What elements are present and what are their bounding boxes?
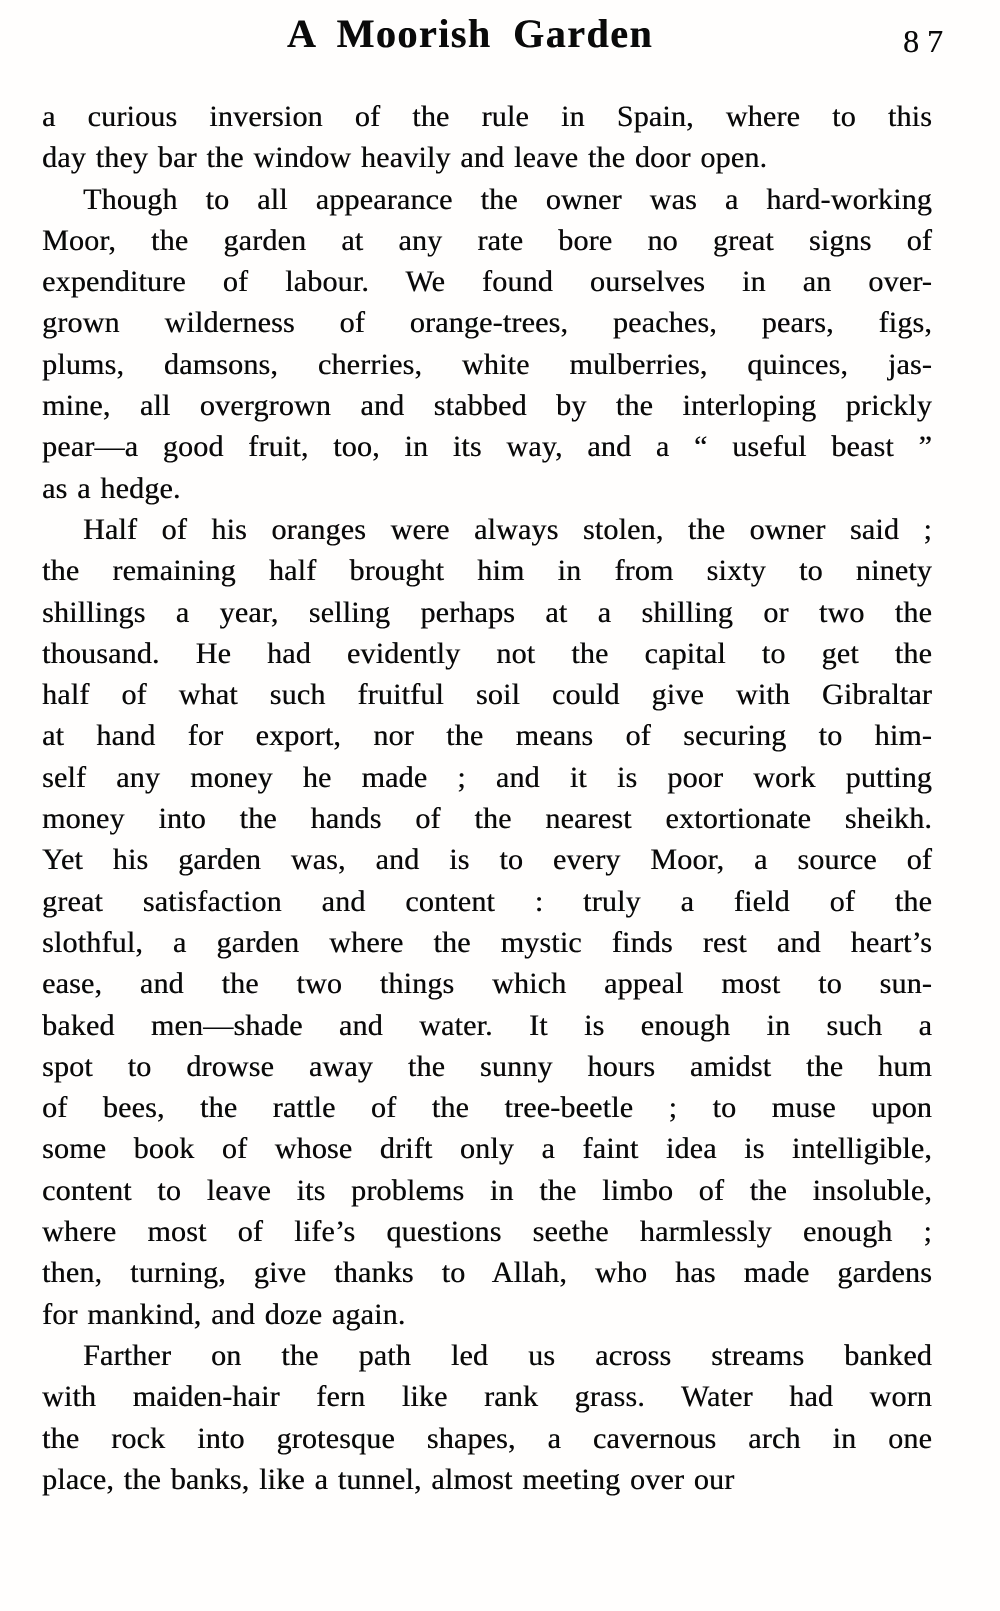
text-line: Farther on the path led us across streams banked: [83, 1338, 932, 1372]
text-line: baked men—shade and water. It is enough in such a: [42, 1008, 932, 1042]
text-line: day they bar the window heavily and leave the door open.: [42, 141, 768, 175]
text-line: at hand for export, nor the means of securing to him-: [42, 719, 932, 753]
text-line: Half of his oranges were always stolen, the owner said ;: [83, 512, 932, 546]
text-line: the remaining half brought him in from sixty to ninety: [42, 554, 932, 588]
text-line: with maiden-hair fern like rank grass. Water had worn: [42, 1380, 932, 1414]
text-line: content to leave its problems in the limbo of the insoluble,: [42, 1173, 932, 1207]
paragraph: [42, 509, 932, 1335]
text-line: half of what such fruitful soil could give with Gibraltar: [42, 678, 932, 712]
text-line: Moor, the garden at any rate bore no great signs of: [42, 223, 932, 257]
text-line: Yet his garden was, and is to every Moor, a source of: [42, 843, 932, 877]
text-line: place, the banks, like a tunnel, almost meeting over our: [42, 1462, 735, 1496]
page-title: A Moorish Garden: [286, 11, 654, 56]
text-line: money into the hands of the nearest extortionate sheikh.: [42, 802, 932, 836]
text-line: the rock into grotesque shapes, a cavernous arch in one: [42, 1421, 932, 1455]
text-line: pear—a good fruit, too, in its way, and a “ useful beast ”: [42, 430, 932, 464]
text-line: great satisfaction and content : truly a field of the: [42, 884, 932, 918]
text-line: spot to drowse away the sunny hours amidst the hum: [42, 1049, 932, 1083]
text-line: then, turning, give thanks to Allah, who has made gardens: [42, 1256, 932, 1290]
text-line: a curious inversion of the rule in Spain, where to this: [42, 100, 932, 133]
text-line: self any money he made ; and it is poor work putting: [42, 760, 932, 794]
text-line: some book of whose drift only a faint idea is intelligible,: [42, 1132, 932, 1166]
paragraph: [42, 1335, 932, 1500]
paragraph: [42, 179, 932, 509]
text-line: shillings a year, selling perhaps at a shilling or two the: [42, 595, 932, 629]
text-line: slothful, a garden where the mystic finds rest and heart’s: [42, 925, 932, 959]
text-line: ease, and the two things which appeal most to sun-: [42, 967, 932, 1001]
body-text: [42, 96, 932, 1500]
text-line: thousand. He had evidently not the capital to get the: [42, 636, 932, 670]
text-line: mine, all overgrown and stabbed by the interloping prickly: [42, 389, 932, 423]
paragraph: [42, 96, 932, 179]
text-line: of bees, the rattle of the tree-beetle ; to muse upon: [42, 1091, 932, 1125]
text-line: for mankind, and doze again.: [42, 1297, 406, 1331]
text-line: plums, damsons, cherries, white mulberries, quinces, jas-: [42, 347, 932, 381]
text-line: as a hedge.: [42, 471, 181, 505]
page-header: [0, 8, 1000, 68]
text-line: Though to all appearance the owner was a hard-working: [83, 182, 932, 216]
text-line: expenditure of labour. We found ourselves in an over-: [42, 265, 932, 299]
text-line: grown wilderness of orange-trees, peaches, pears, figs,: [42, 306, 932, 340]
text-line: where most of life’s questions seethe harmlessly enough ;: [42, 1215, 932, 1249]
page-number: 87: [903, 23, 951, 59]
